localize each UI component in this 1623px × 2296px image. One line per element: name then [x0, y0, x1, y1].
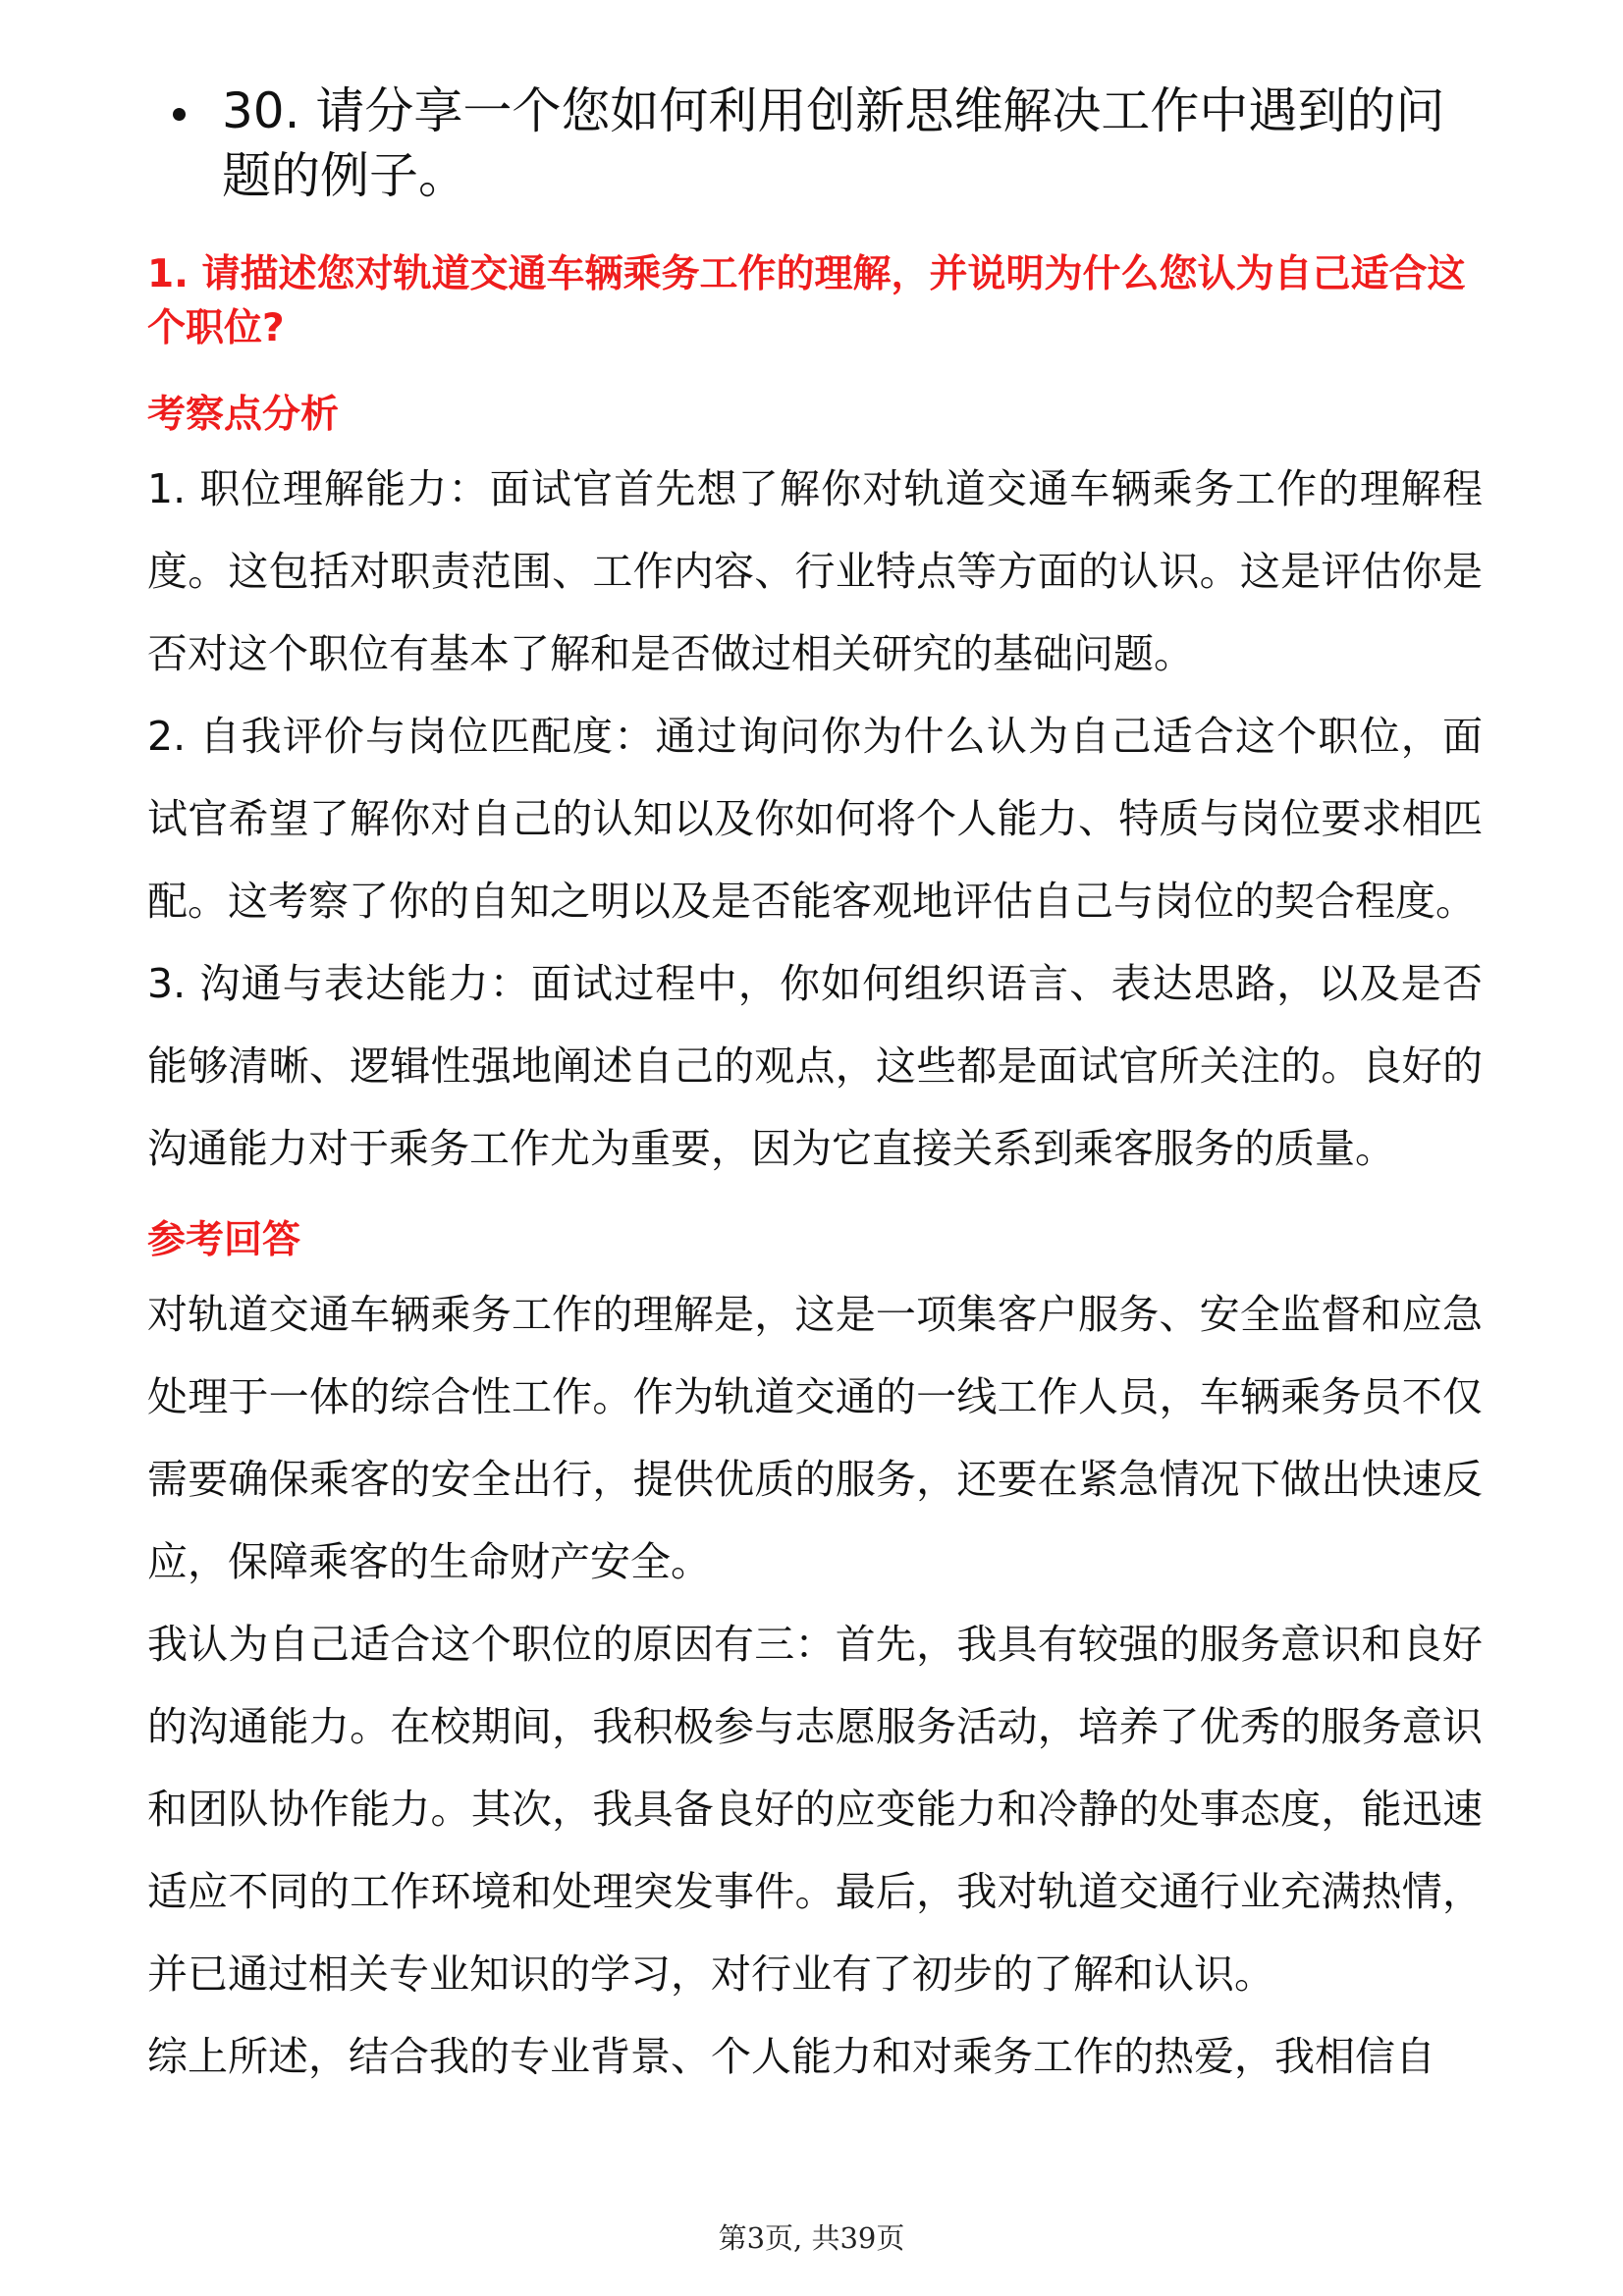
analysis-title: 考察点分析: [147, 393, 340, 437]
answer-paragraph: 综上所述，结合我的专业背景、个人能力和对乘务工作的热爱，我相信自: [147, 2033, 1435, 2080]
question-heading: 1. 请描述您对轨道交通车辆乘务工作的理解，并说明为什么您认为自己适合这个职位?: [147, 252, 1466, 350]
answer-paragraph: 我认为自己适合这个职位的原因有三：首先，我具有较强的服务意识和良好的沟通能力。在校期间，我积极参与志愿服务活动，培养了优秀的服务意识和团队协作能力。其次，我具备良好的应变能力和冷静的处事态度，能迅速适应不同的工作环境和处理突发事件。最后，我对轨道交通行业充满热情，并已通过相关专业知识的学习，对行业有了初步的了解和认识。: [147, 1621, 1483, 1998]
analysis-point: 1. 职位理解能力：面试官首先想了解你对轨道交通车辆乘务工作的理解程度。这包括对职责范围、工作内容、行业特点等方面的认识。这是评估你是否对这个职位有基本了解和是否做过相关研究的基础问题。: [147, 465, 1483, 677]
page-content: [147, 79, 1483, 2098]
answer-title: 参考回答: [147, 1218, 301, 1262]
bullet-item-text: 30. 请分享一个您如何利用创新思维解决工作中遇到的问题的例子。: [222, 82, 1445, 204]
bullet-list-item: [147, 79, 1483, 208]
answer-paragraph: 对轨道交通车辆乘务工作的理解是，这是一项集客户服务、安全监督和应急处理于一体的综合性工作。作为轨道交通的一线工作人员，车辆乘务员不仅需要确保乘客的安全出行，提供优质的服务，还要在紧急情况下做出快速反应，保障乘客的生命财产安全。: [147, 1291, 1483, 1585]
analysis-point: 2. 自我评价与岗位匹配度：通过询问你为什么认为自己适合这个职位，面试官希望了解你对自己的认知以及你如何将个人能力、特质与岗位要求相匹配。这考察了你的自知之明以及是否能客观地评估自己与岗位的契合程度。: [147, 713, 1483, 925]
analysis-point: 3. 沟通与表达能力：面试过程中，你如何组织语言、表达思路，以及是否能够清晰、逻辑性强地阐述自己的观点，这些都是面试官所关注的。良好的沟通能力对于乘务工作尤为重要，因为它直接关系到乘客服务的质量。: [147, 960, 1483, 1172]
page-number-footer: 第3页, 共39页: [718, 2221, 905, 2255]
bullet-dot-icon: [173, 108, 186, 121]
